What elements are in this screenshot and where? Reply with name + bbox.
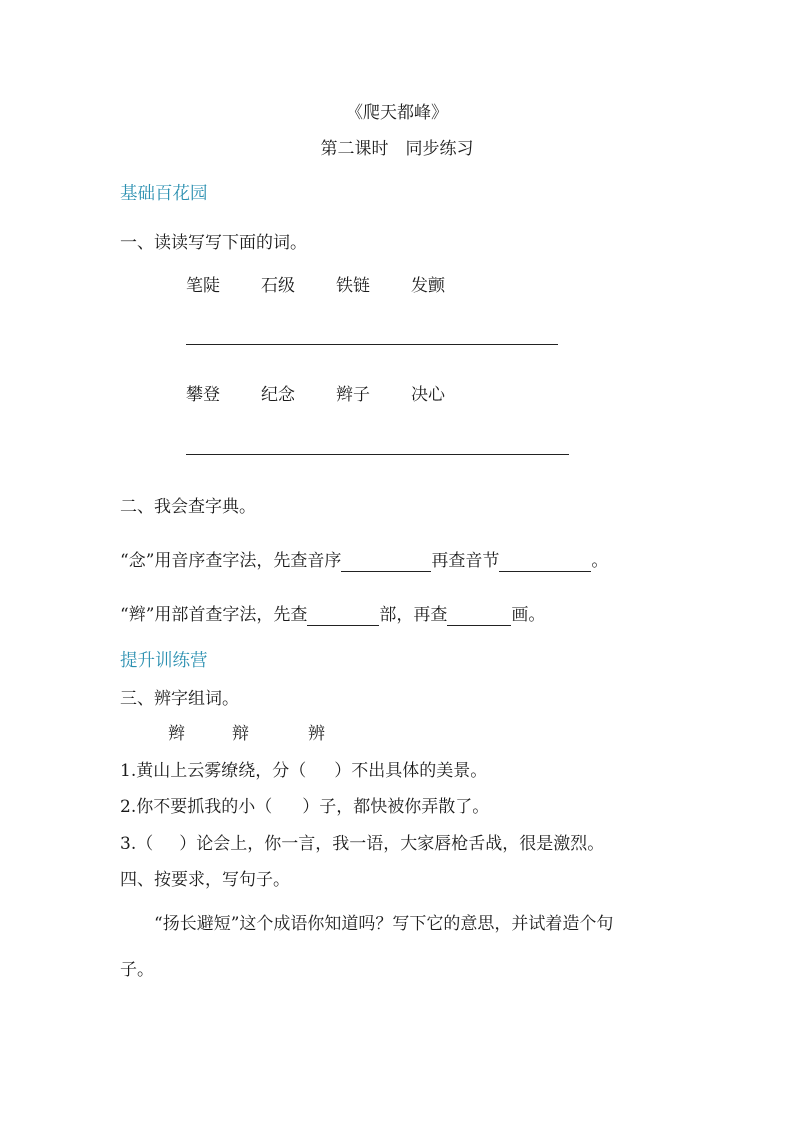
text: ）论会上，你一言，我一语，大家唇枪舌战，很是激烈。 (179, 834, 605, 854)
question-2-line-2 (120, 600, 545, 626)
text: “辫”用部首查字法，先查 (120, 605, 308, 625)
fill-blank[interactable] (307, 605, 379, 626)
char-option: 辨 (308, 724, 325, 744)
doc-subtitle: 第二课时 同步练习 (320, 139, 474, 159)
word: 笔陡 (186, 276, 220, 296)
char-options (168, 719, 325, 744)
word-row-2 (186, 380, 445, 405)
text: 画。 (511, 605, 546, 625)
text: 2.你不要抓我的小（ (120, 797, 273, 817)
text: ）子，都快被你弄散了。 (302, 797, 490, 817)
question-2-prompt: 二、我会查字典。 (120, 497, 256, 517)
question-1-prompt: 一、读读写写下面的词。 (120, 233, 307, 253)
section-heading-advanced: 提升训练营 (120, 651, 208, 671)
word-row-1 (186, 271, 445, 296)
word: 攀登 (186, 385, 220, 405)
text: “念”用音序查字法，先查音序 (120, 551, 342, 571)
question-3-prompt: 三、辨字组词。 (120, 689, 239, 709)
text: 再查音节 (431, 551, 500, 571)
char-option: 辫 (168, 724, 185, 744)
word: 发颤 (411, 276, 445, 296)
word: 石级 (261, 276, 295, 296)
word: 辫子 (336, 385, 370, 405)
word: 纪念 (261, 385, 295, 405)
fill-blank[interactable] (499, 551, 591, 572)
text: ）不出具体的美景。 (334, 761, 488, 781)
question-4-text-line-1: “扬长避短”这个成语你知道吗？写下它的意思，并试着造个句 (154, 914, 614, 934)
question-2-line-1 (120, 546, 608, 572)
section-heading-basic: 基础百花园 (120, 184, 208, 204)
text: 。 (591, 551, 609, 571)
doc-title: 《爬天都峰》 (346, 103, 448, 123)
question-3-item-2 (120, 792, 489, 817)
question-3-item-1 (120, 756, 487, 781)
question-3-item-3 (120, 829, 604, 854)
question-4-prompt: 四、按要求，写句子。 (120, 870, 290, 890)
text: 部，再查 (379, 605, 448, 625)
answer-line-2[interactable] (186, 454, 569, 455)
answer-line-1[interactable] (186, 344, 558, 345)
char-option: 辩 (232, 724, 249, 744)
text: 3.（ (120, 834, 154, 854)
fill-blank[interactable] (341, 551, 431, 572)
question-4-text-line-2: 子。 (120, 960, 154, 980)
word: 决心 (411, 385, 445, 405)
fill-blank[interactable] (447, 605, 511, 626)
text: 1.黄山上云雾缭绕，分（ (120, 761, 307, 781)
word: 铁链 (336, 276, 370, 296)
